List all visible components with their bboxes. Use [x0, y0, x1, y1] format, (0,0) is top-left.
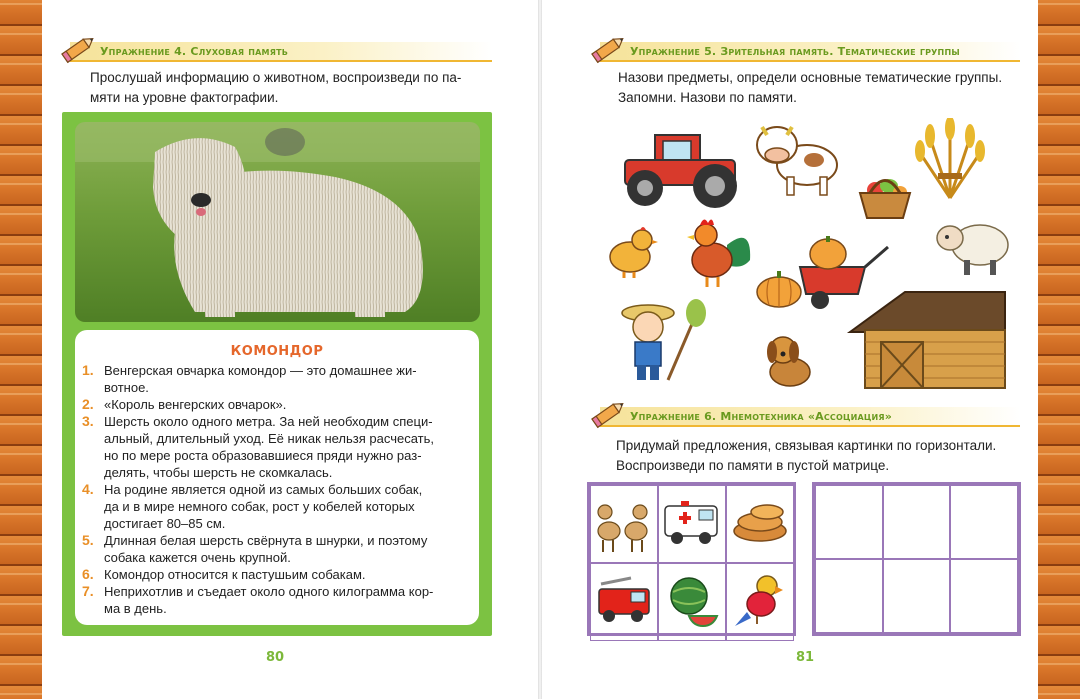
wood-plank [1038, 0, 1080, 26]
wood-plank [0, 446, 42, 476]
wood-plank [0, 176, 42, 206]
page-number-right: 81 [796, 650, 815, 665]
exercise-6-instruction: Придумай предложения, связывая картинки по горизонтали. Воспроизведи по памяти в пустой матрице. [616, 438, 997, 473]
wood-plank [0, 206, 42, 236]
wood-border-right [1038, 0, 1080, 699]
wood-plank [0, 416, 42, 446]
wood-plank [1038, 446, 1080, 476]
card-title: КОМОНДОР [230, 344, 324, 359]
empty-matrix-cell[interactable] [815, 485, 883, 559]
wood-plank [0, 0, 42, 26]
book-gutter [538, 0, 542, 699]
exercise-6-header [600, 405, 1020, 429]
wood-plank [1038, 656, 1080, 686]
exercise-5-instruction: Назови предметы, определи основные тематические группы. Запомни. Назови по памяти. [618, 70, 1003, 105]
pencil-icon [588, 32, 628, 66]
wood-plank [0, 116, 42, 146]
exercise-6-title: Упражнение 6. Мнемотехника «Ассоциация» [630, 409, 893, 423]
wood-plank [1038, 566, 1080, 596]
wood-plank [0, 266, 42, 296]
empty-matrix-cell[interactable] [950, 559, 1018, 633]
wood-plank [1038, 26, 1080, 56]
wood-plank [0, 566, 42, 596]
wood-plank [1038, 206, 1080, 236]
wood-plank [0, 536, 42, 566]
pencil-icon [58, 32, 98, 66]
wood-plank [1038, 686, 1080, 699]
empty-recall-matrix [812, 482, 1021, 636]
wood-plank [1038, 56, 1080, 86]
page-number-left: 80 [266, 650, 285, 665]
goats-icon [591, 486, 657, 558]
facts-list [82, 362, 467, 617]
cow-icon [752, 115, 842, 200]
rooster-icon [682, 215, 754, 290]
ambulance-icon [659, 486, 725, 558]
exercise-4-title: Упражнение 4. Слуховая память [100, 44, 289, 58]
wood-plank [0, 506, 42, 536]
wood-plank [0, 596, 42, 626]
wood-plank [1038, 236, 1080, 266]
exercise-4-header [70, 40, 492, 64]
chicken-icon [600, 222, 660, 280]
matrix-cell [726, 563, 794, 641]
parrot-icon [727, 564, 793, 636]
wood-plank [1038, 146, 1080, 176]
fact-item: 7. Неприхотлив и съедает около одного килограмма кор- ма в день. [82, 583, 434, 616]
fact-item: 5. Длинная белая шерсть свёрнута в шнурки, и поэтому собака кажется очень крупной. [82, 532, 428, 565]
matrix-cell [590, 563, 658, 641]
wood-plank [1038, 626, 1080, 656]
wood-plank [1038, 386, 1080, 416]
wood-plank [1038, 266, 1080, 296]
wood-plank [0, 26, 42, 56]
wood-plank [1038, 356, 1080, 386]
empty-matrix-cell[interactable] [815, 559, 883, 633]
tractor-icon [615, 120, 745, 210]
wood-plank [1038, 476, 1080, 506]
fact-item: 1. Венгерская овчарка комондор — это домашнее жи- вотное. [82, 362, 417, 395]
wood-plank [0, 356, 42, 386]
wood-plank [0, 656, 42, 686]
exercise-4-instruction: Прослушай информацию о животном, воспроизведи по па- мяти на уровне фактографии. [90, 70, 462, 105]
wood-plank [0, 296, 42, 326]
wood-plank [1038, 86, 1080, 116]
wood-plank [0, 86, 42, 116]
empty-matrix-cell[interactable] [883, 485, 951, 559]
wheat-sheaf-icon [910, 118, 990, 203]
vegetable-basket-icon [855, 168, 915, 223]
pumpkin-icon [755, 268, 803, 308]
wood-plank [0, 386, 42, 416]
komondor-dog-photo [75, 122, 480, 322]
wood-plank [1038, 506, 1080, 536]
wood-plank [0, 326, 42, 356]
fact-item: 6. Комондор относится к пастушьим собакам. [82, 566, 366, 582]
farmer-boy-icon [608, 295, 708, 385]
wood-plank [1038, 416, 1080, 446]
empty-matrix-cell[interactable] [883, 559, 951, 633]
exercise-5-title: Упражнение 5. Зрительная память. Тематические группы [630, 44, 960, 58]
wood-plank [1038, 596, 1080, 626]
wood-plank [0, 626, 42, 656]
barn-icon [845, 282, 1011, 390]
matrix-cell [658, 485, 726, 563]
wood-plank [0, 56, 42, 86]
wood-plank [0, 686, 42, 699]
fact-item: 2. «Король венгерских овчарок». [82, 396, 287, 412]
wood-plank [0, 146, 42, 176]
pencil-icon [588, 397, 628, 431]
wood-plank [0, 236, 42, 266]
watermelon-icon [659, 564, 725, 636]
picture-matrix [587, 482, 796, 636]
matrix-cell [658, 563, 726, 641]
wood-border-left [0, 0, 42, 699]
sheep-icon [932, 210, 1012, 278]
wood-plank [1038, 326, 1080, 356]
fact-item: 4. На родине является одной из самых больших собак, да и в мире немного собак, рост у кобелей которых достигает 80–85 см. [82, 481, 423, 531]
fire-truck-icon [591, 564, 657, 636]
wood-plank [0, 476, 42, 506]
wood-plank [1038, 536, 1080, 566]
wood-plank [1038, 116, 1080, 146]
cookies-icon [727, 486, 793, 558]
wood-plank [1038, 176, 1080, 206]
fact-item: 3. Шерсть около одного метра. За ней необходим специ- альный, длительный уход. Её никак нельзя расчесать, но по мере роста образовавшиеся пряди нужно раз- делять, чтобы шерсть не скомкалась. [82, 413, 435, 480]
matrix-cell [726, 485, 794, 563]
puppy-icon [758, 330, 818, 390]
matrix-cell [590, 485, 658, 563]
wood-plank [1038, 296, 1080, 326]
empty-matrix-cell[interactable] [950, 485, 1018, 559]
exercise-5-header [600, 40, 1020, 64]
